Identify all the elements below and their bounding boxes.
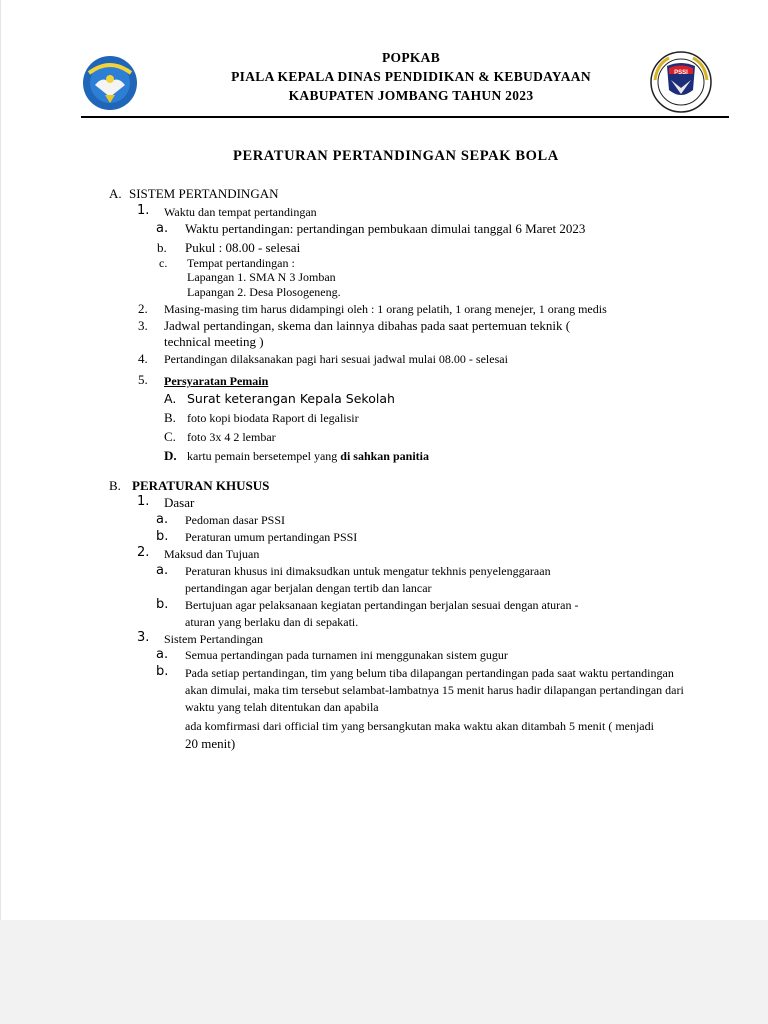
header-line-popkab: POPKAB xyxy=(381,50,441,65)
document-title: PERATURAN PERTANDINGAN SEPAK BOLA xyxy=(233,148,559,164)
tut-wuri-handayani-logo xyxy=(81,55,139,111)
a4-number: 4. xyxy=(138,351,148,366)
b3b-line5: 20 menit) xyxy=(185,736,236,751)
b2b-line2: aturan yang berlaku dan di sepakati. xyxy=(185,615,359,629)
a1b-text: Pukul : 08.00 - selesai xyxy=(185,240,301,255)
section-a-marker: A. xyxy=(109,186,122,201)
a1c-marker: c. xyxy=(159,256,168,270)
a5-number: 5. xyxy=(138,372,148,387)
a5c-text: foto 3x 4 2 lembar xyxy=(187,430,276,444)
b3b-line2: akan dimulai, maka tim tersebut selambat-lambatnya 15 menit harus hadir dilapangan pertandingan dari xyxy=(185,683,684,697)
a5c-marker: C. xyxy=(164,429,176,444)
b3a-text: Semua pertandingan pada turnamen ini menggunakan sistem gugur xyxy=(185,648,508,662)
a3-text: Jadwal pertandingan, skema dan lainnya dibahas pada saat pertemuan teknik ( xyxy=(164,318,571,333)
b3a-marker: a. xyxy=(156,647,169,662)
b2a-marker: a. xyxy=(156,563,169,578)
a5b-marker: B. xyxy=(164,410,176,425)
b1-text: Dasar xyxy=(164,495,195,510)
a4-text: Pertandingan dilaksanakan pagi hari sesuai jadwal mulai 08.00 - selesai xyxy=(164,352,508,366)
b1a-marker: a. xyxy=(156,512,169,527)
a1a-text: Waktu pertandingan: pertandingan pembukaan dimulai tanggal 6 Maret 2023 xyxy=(185,221,586,236)
a2-number: 2. xyxy=(138,301,148,316)
b2-number: 2. xyxy=(137,545,150,560)
b3b-line3: waktu yang telah ditentukan dan apabila xyxy=(185,700,379,714)
a1c-line3: Lapangan 2. Desa Plosogeneng. xyxy=(187,285,341,299)
a1-text: Waktu dan tempat pertandingan xyxy=(164,205,317,219)
a5a-marker: A. xyxy=(164,391,177,406)
b3-number: 3. xyxy=(137,630,150,645)
b1a-text: Pedoman dasar PSSI xyxy=(185,513,285,527)
b2b-text: Bertujuan agar pelaksanaan kegiatan pertandingan berjalan sesuai dengan aturan - xyxy=(185,598,579,612)
b3b-line4: ada komfirmasi dari official tim yang bersangkutan maka waktu akan ditambah 5 menit ( menjadi xyxy=(185,719,654,733)
b2-text: Maksud dan Tujuan xyxy=(164,547,260,561)
header-line-piala: PIALA KEPALA DINAS PENDIDIKAN & KEBUDAYAAN xyxy=(231,69,591,84)
a2-text: Masing-masing tim harus didampingi oleh : 1 orang pelatih, 1 orang menejer, 1 orang medis xyxy=(164,302,607,316)
a1b-marker: b. xyxy=(157,240,167,255)
a1a-marker: a. xyxy=(156,221,169,236)
a1c-text: Tempat pertandingan : xyxy=(187,256,295,270)
b2a-line2: pertandingan agar berjalan dengan tertib dan lancar xyxy=(185,581,432,595)
a3-number: 3. xyxy=(138,318,148,333)
section-b-heading: PERATURAN KHUSUS xyxy=(132,478,270,493)
a1-number: 1. xyxy=(137,203,150,218)
a5d-marker: D. xyxy=(164,448,177,463)
header-line-kabupaten: KABUPATEN JOMBANG TAHUN 2023 xyxy=(288,88,534,103)
b1b-marker: b. xyxy=(156,529,169,544)
section-a-heading: SISTEM PERTANDINGAN xyxy=(129,186,279,201)
b2a-text: Peraturan khusus ini dimaksudkan untuk mengatur tekhnis penyelenggaraan xyxy=(185,564,551,578)
header-divider xyxy=(81,116,729,118)
a1c-line2: Lapangan 1. SMA N 3 Jomban xyxy=(187,270,336,284)
section-b-marker: B. xyxy=(109,478,121,493)
b3b-marker: b. xyxy=(156,664,169,679)
b1-number: 1. xyxy=(137,494,150,509)
a5b-text: foto kopi biodata Raport di legalisir xyxy=(187,411,359,425)
pssi-logo-text: PSSI xyxy=(674,70,688,76)
b3b-text: Pada setiap pertandingan, tim yang belum tiba dilapangan pertandingan pada saat waktu pertandingan xyxy=(185,666,674,680)
a5-text: Persyaratan Pemain xyxy=(164,374,269,388)
pssi-logo xyxy=(649,50,713,114)
a5d-text-bold: di sahkan panitia xyxy=(340,449,429,463)
a3-line2: technical meeting ) xyxy=(164,334,264,349)
a5a-text: Surat keterangan Kepala Sekolah xyxy=(187,391,395,406)
b1b-text: Peraturan umum pertandingan PSSI xyxy=(185,530,358,544)
b3-text: Sistem Pertandingan xyxy=(164,632,263,646)
b2b-marker: b. xyxy=(156,597,169,612)
a5d-text xyxy=(187,449,429,464)
a5d-text-regular: kartu pemain bersetempel yang xyxy=(187,449,341,463)
